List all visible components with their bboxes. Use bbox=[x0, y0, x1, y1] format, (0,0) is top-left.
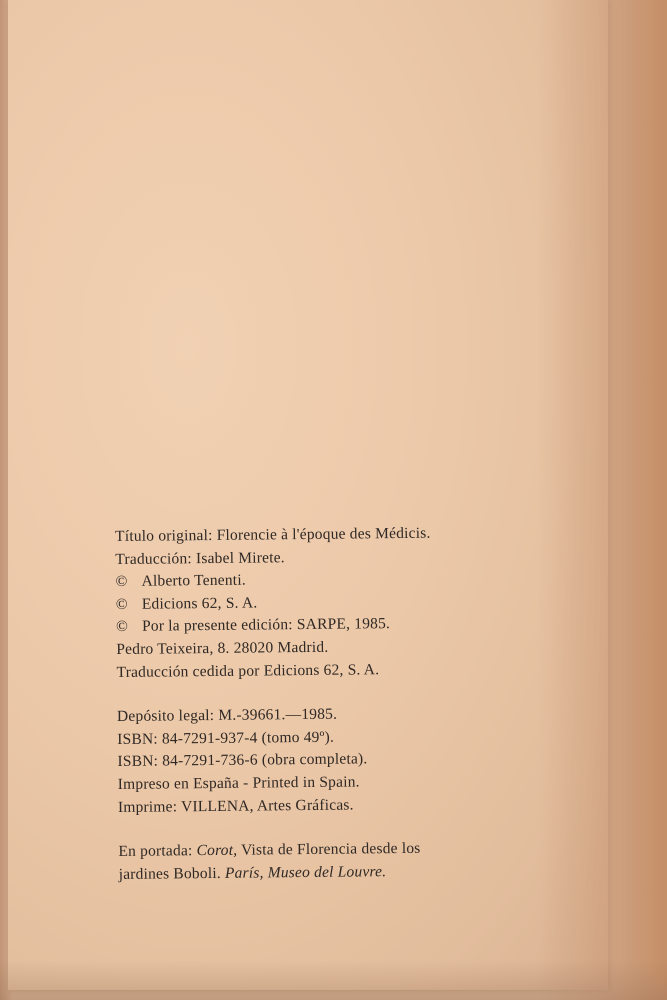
colophon-block bbox=[115, 521, 559, 886]
original-title-line: Título original: Florencie à l'époque des Médicis. bbox=[115, 524, 431, 545]
copyright-icon: © bbox=[115, 618, 129, 636]
printer-line: Imprime: VILLENA, Artes Gráficas. bbox=[117, 796, 354, 816]
cover-credit-line-2 bbox=[119, 859, 559, 886]
cover-museum: París, Museo del Louvre. bbox=[224, 862, 387, 882]
translation-rights-line: Traducción cedida por Edicions 62, S. A. bbox=[116, 660, 380, 681]
cover-prefix: En portada: bbox=[118, 842, 197, 861]
copyright-icon: © bbox=[115, 573, 128, 591]
translator-line: Traducción: Isabel Mirete. bbox=[115, 548, 285, 568]
publisher-address-line: Pedro Teixeira, 8. 28020 Madrid. bbox=[116, 638, 329, 658]
cover-title-cont: jardines Boboli. bbox=[118, 864, 226, 883]
bottom-shadow bbox=[0, 960, 667, 1000]
legal-deposit-line: Depósito legal: M.-39661.—1985. bbox=[116, 705, 338, 726]
copyright-text: Alberto Tenenti. bbox=[141, 571, 246, 590]
copyright-text: Edicions 62, S. A. bbox=[141, 594, 258, 613]
isbn-volume-line: ISBN: 84-7291-937-4 (tomo 49º). bbox=[117, 728, 335, 748]
printed-in-line: Impreso en España - Printed in Spain. bbox=[117, 773, 360, 793]
cover-artist: Corot bbox=[196, 841, 234, 860]
cover-title: , Vista de Florencia desde los bbox=[233, 839, 421, 859]
copyright-icon: © bbox=[115, 595, 128, 613]
isbn-complete-line: ISBN: 84-7291-736-6 (obra completa). bbox=[117, 750, 368, 771]
copyright-text: Por la presente edición: SARPE, 1985. bbox=[141, 615, 391, 636]
